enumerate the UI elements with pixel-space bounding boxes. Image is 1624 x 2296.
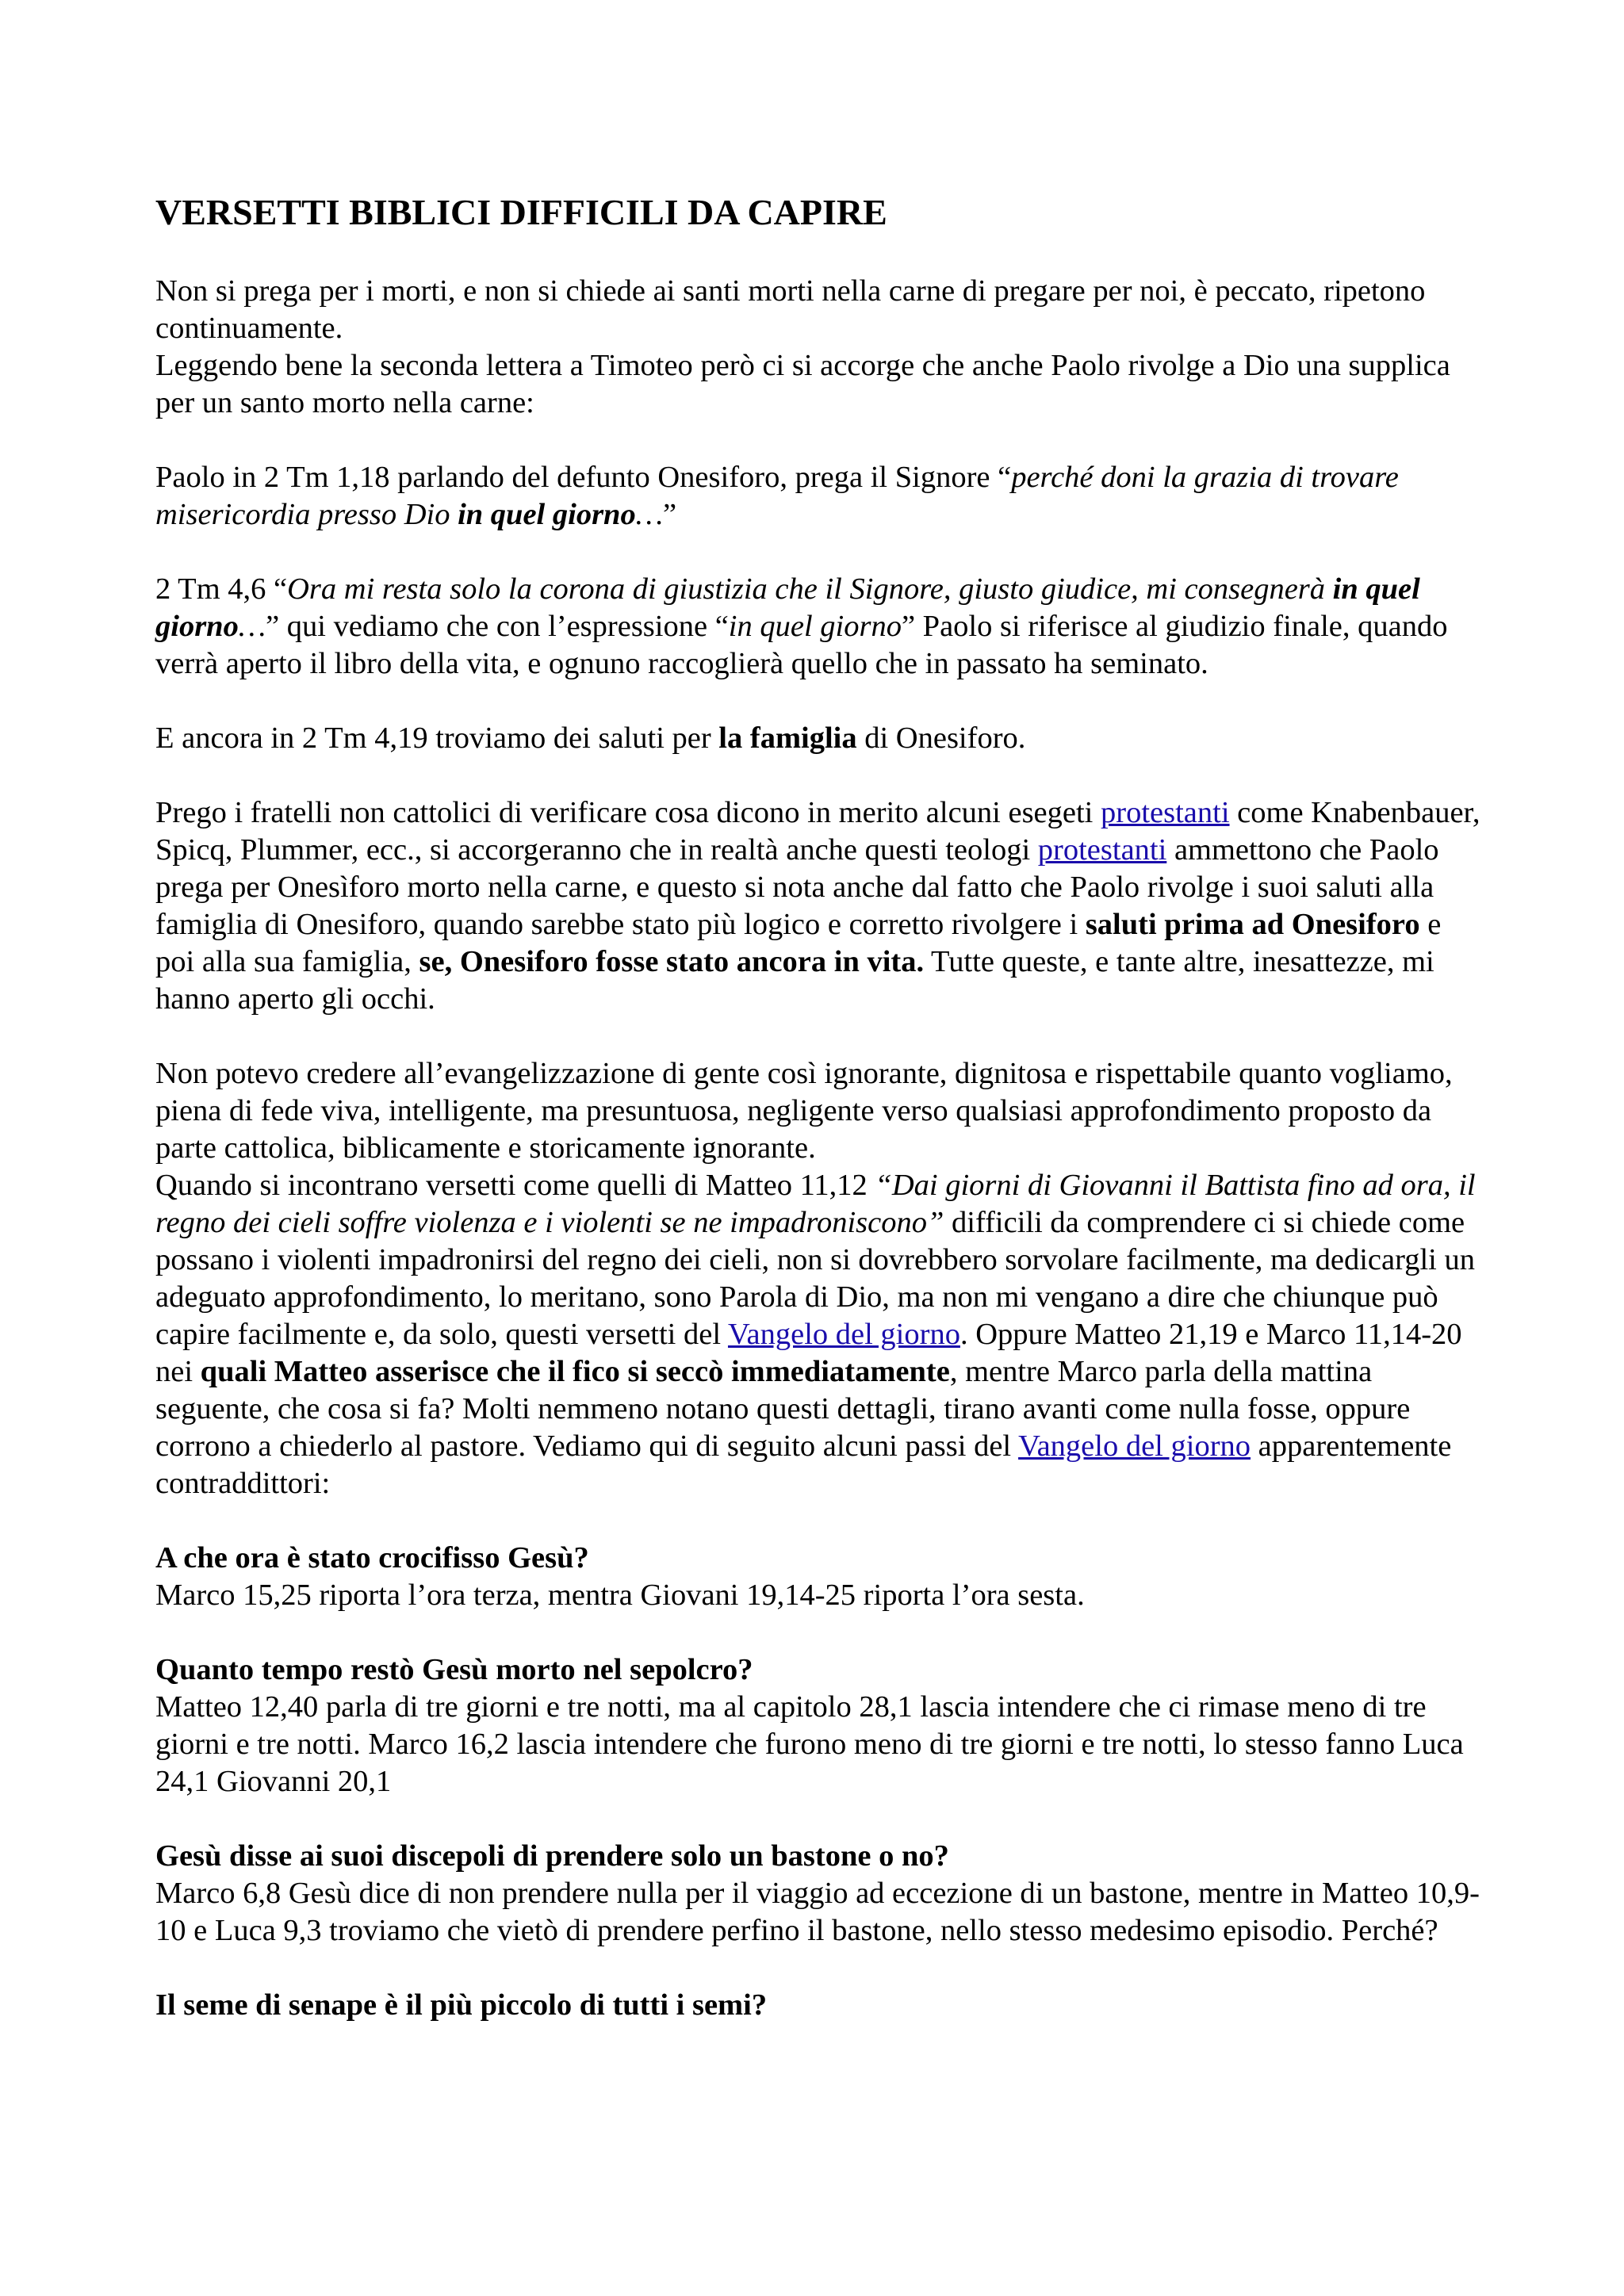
- text-run: E ancora in 2 Tm 4,19 troviamo dei saluti per: [155, 721, 719, 755]
- question-heading: [155, 1838, 1488, 1875]
- page-title: VERSETTI BIBLICI DIFFICILI DA CAPIRE: [155, 192, 887, 232]
- text-run: di Onesiforo.: [856, 721, 1026, 755]
- bold-phrase: se, Onesiforo fosse stato ancora in vita.: [419, 945, 925, 978]
- bold-phrase: saluti prima ad Onesiforo: [1085, 908, 1420, 941]
- text-run: ammettono che Paolo prega per Onesìforo morto nella carne, e questo si nota anche dal fatto che Paolo rivolge i suoi saluti alla famiglia di Onesiforo, quando sarebbe stato più logico e corretto rivolgere i: [155, 833, 1439, 941]
- text-run: 2 Tm 4,6 “: [155, 572, 288, 606]
- text-run: Prego i fratelli non cattolici di verificare cosa dicono in merito alcuni esegeti: [155, 796, 1101, 829]
- paragraph-timoteo: [155, 347, 1488, 422]
- ellipsis: …: [635, 498, 663, 531]
- intro-text: Non si prega per i morti, e non si chiede ai santi morti nella carne di pregare per noi, è peccato, ripetono continuamente.: [155, 274, 1426, 345]
- protestanti-link[interactable]: protestanti: [1037, 833, 1167, 867]
- paragraph-matteo: [155, 1167, 1488, 1502]
- italic-quote: Ora mi resta solo la corona di giustizia che il Signore, giusto giudice, mi consegnerà: [287, 572, 1333, 606]
- italic-phrase: in quel giorno: [728, 610, 902, 643]
- paragraph-2tm-4-19: [155, 720, 1488, 757]
- text-run: difficili da comprendere ci si chiede come possano i violenti impadronirsi del regno dei cieli, non si dovrebbero sorvolare facilmente, ma dedicargli un adeguato approfondimento, lo meritano, sono Parola di Dio, ma non mi vengano a dire che chiunque può capire facilmente e, da solo, questi versetti del: [155, 1206, 1475, 1351]
- bold-italic-phrase: in quel giorno: [155, 572, 1420, 643]
- protestanti-link[interactable]: protestanti: [1101, 796, 1230, 829]
- text-run: ” Paolo si riferisce al giudizio finale, quando verrà aperto il libro della vita, e ognuno raccoglierà quello che in passato ha seminato.: [155, 610, 1448, 680]
- text-run: come Knabenbauer, Spicq, Plummer, ecc., si accorgeranno che in realtà anche questi teologi: [155, 796, 1480, 867]
- question-title: Quanto tempo restò Gesù morto nel sepolcro?: [155, 1653, 753, 1686]
- text-run: Quando si incontrano versetti come quelli di Matteo 11,12: [155, 1169, 875, 1202]
- bold-italic-phrase: in quel giorno: [458, 498, 636, 531]
- italic-quote: perché doni la grazia di trovare misericordia presso Dio: [155, 461, 1399, 531]
- bold-phrase: quali Matteo asserisce che il fico si seccò immediatamente: [200, 1355, 950, 1388]
- vangelo-del-giorno-link[interactable]: Vangelo del giorno: [727, 1318, 960, 1351]
- document-page: [155, 190, 1488, 2024]
- paragraph-intro: [155, 273, 1488, 347]
- paragraph-2tm-4-6: [155, 571, 1488, 683]
- italic-quote: “Dai giorni di Giovanni il Battista fino ad ora, il regno dei cieli soffre violenza e i violenti se ne impadroniscono”: [155, 1169, 1476, 1239]
- question-heading: [155, 1987, 1488, 2024]
- text-run: ”: [662, 498, 677, 531]
- text-run: Tutte queste, e tante altre, inesattezze, mi hanno aperto gli occhi.: [155, 945, 1434, 1016]
- question-heading: [155, 1651, 1488, 1689]
- ellipsis: …: [238, 610, 266, 643]
- text-run: . Oppure Matteo 21,19 e Marco 11,14-20 nei: [155, 1318, 1462, 1388]
- text-run: e poi alla sua famiglia,: [155, 908, 1442, 978]
- question-title: Gesù disse ai suoi discepoli di prendere solo un bastone o no?: [155, 1839, 949, 1873]
- question-answer: Marco 6,8 Gesù dice di non prendere nulla per il viaggio ad eccezione di un bastone, mentre in Matteo 10,9-10 e Luca 9,3 troviamo che vietò di prendere perfino il bastone, nello stesso medesimo episodio. Perché?: [155, 1877, 1480, 1947]
- timoteo-text: Leggendo bene la seconda lettera a Timoteo però ci si accorge che anche Paolo rivolge a Dio una supplica per un santo morto nella carne:: [155, 349, 1450, 419]
- text-run: Paolo in 2 Tm 1,18 parlando del defunto Onesiforo, prega il Signore “: [155, 461, 1012, 494]
- question-title: A che ora è stato crocifisso Gesù?: [155, 1541, 589, 1575]
- paragraph-evangelizzazione: Non potevo credere all’evangelizzazione di gente così ignorante, dignitosa e rispettabile quanto vogliamo, piena di fede viva, intelligente, ma presuntuosa, negligente verso qualsiasi approfondimento proposto da parte cattolica, biblicamente e storicamente ignorante.: [155, 1057, 1453, 1165]
- text-run: , mentre Marco parla della mattina seguente, che cosa si fa? Molti nemmeno notano questi dettagli, tirano avanti come nulla fosse, oppure corrono a chiederlo al pastore. Vediamo qui di seguito alcuni passi del: [155, 1355, 1411, 1463]
- question-answer: Marco 15,25 riporta l’ora terza, mentra Giovani 19,14-25 riporta l’ora sesta.: [155, 1578, 1085, 1612]
- question-heading: [155, 1540, 1488, 1577]
- question-answer: Matteo 12,40 parla di tre giorni e tre notti, ma al capitolo 28,1 lascia intendere che ci rimase meno di tre giorni e tre notti. Marco 16,2 lascia intendere che furono meno di tre giorni e tre notti, lo stesso fanno Luca 24,1 Giovanni 20,1: [155, 1690, 1464, 1798]
- text-run: ” qui vediamo che con l’espressione “: [266, 610, 729, 643]
- text-run: apparentemente contraddittori:: [155, 1429, 1452, 1500]
- question-title: Il seme di senape è il più piccolo di tutti i semi?: [155, 1988, 768, 2022]
- bold-phrase: la famiglia: [718, 721, 857, 755]
- paragraph-protestanti: [155, 794, 1488, 1018]
- vangelo-del-giorno-link[interactable]: Vangelo del giorno: [1018, 1429, 1251, 1463]
- paragraph-2tm-1-18: [155, 459, 1488, 534]
